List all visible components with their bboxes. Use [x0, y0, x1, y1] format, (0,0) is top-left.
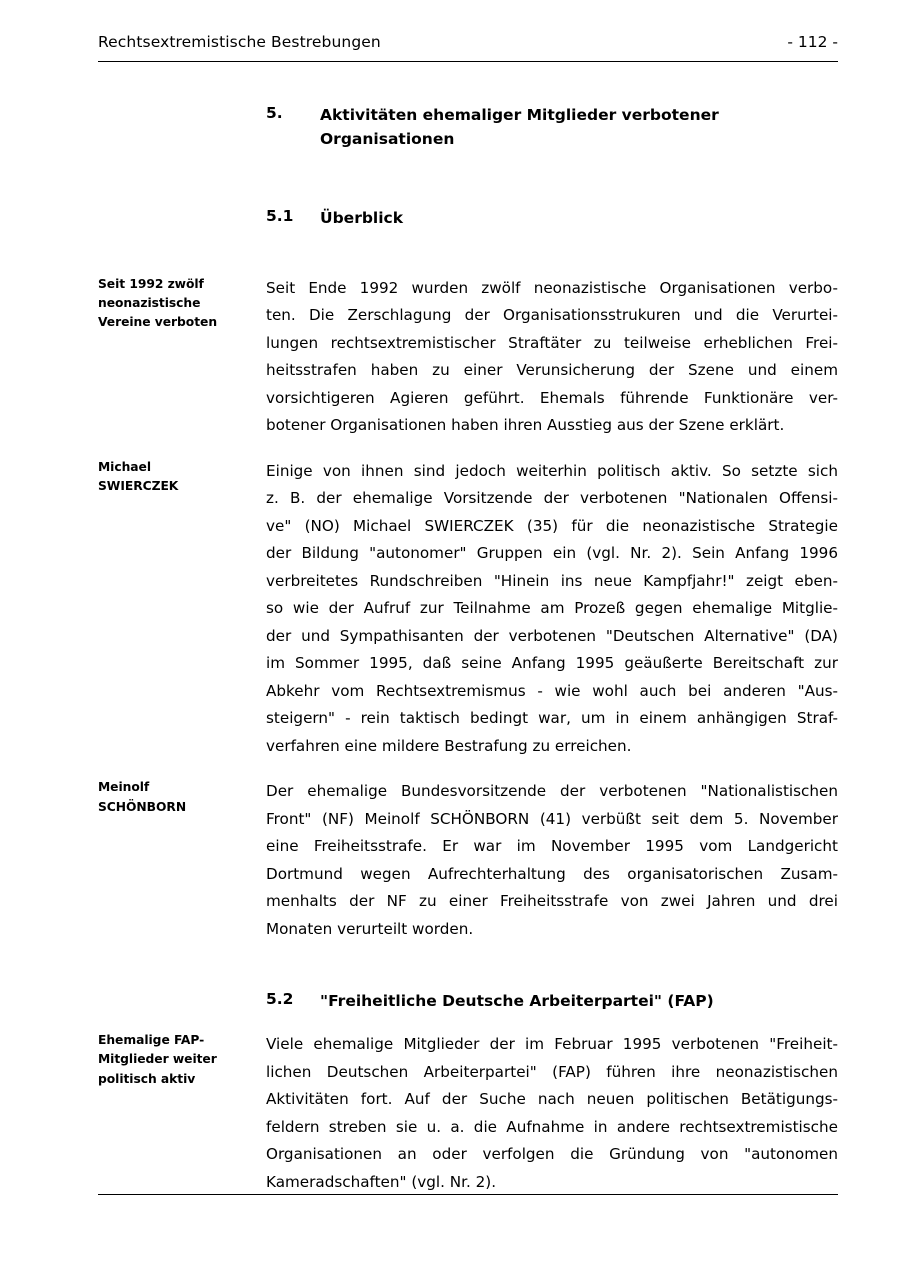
margin-note-3-line2: SCHÖNBORN: [98, 799, 187, 814]
margin-note-3-line1: Meinolf: [98, 780, 150, 795]
page-content: [98, 104, 838, 1196]
paragraph-2: [266, 458, 838, 761]
margin-note-1-text: [98, 275, 258, 333]
paragraph-2-line: verbreitetes Rundschreiben "Hinein ins neue Kampfjahr!" zeigt eben-: [266, 571, 838, 590]
heading-section-5-title: [320, 104, 719, 151]
margin-note-4-line1: Ehemalige FAP-: [98, 1033, 205, 1048]
heading-section-5: [266, 104, 838, 151]
paragraph-2-line: der und Sympathisanten der verbotenen "Deutschen Alternative" (DA): [266, 626, 838, 645]
paragraph-4-line: feldern streben sie u. a. die Aufnahme in andere rechtsextremistische: [266, 1117, 838, 1136]
body-column-1: [266, 275, 838, 440]
margin-note-2-line2: SWIERCZEK: [98, 479, 179, 494]
content-block-2: [98, 458, 838, 761]
paragraph-4: [266, 1031, 838, 1196]
content-block-1: [98, 275, 838, 440]
header-title: Rechtsextremistische Bestrebungen: [98, 33, 381, 51]
heading-section-5-2: [266, 990, 838, 1014]
paragraph-3-line: Monaten verurteilt worden.: [266, 919, 474, 938]
paragraph-4-line: Kameradschaften" (vgl. Nr. 2).: [266, 1172, 497, 1191]
margin-note-4: [98, 1031, 266, 1089]
paragraph-1-line: lungen rechtsextremistischer Straftäter zu teilweise erheblichen Frei-: [266, 333, 838, 352]
margin-note-2-text: [98, 458, 258, 497]
paragraph-2-line: so wie der Aufruf zur Teilnahme am Prozeß gegen ehemalige Mitglie-: [266, 599, 838, 618]
body-column-3: [266, 778, 838, 943]
header-rule: [98, 61, 838, 62]
paragraph-2-line: z. B. der ehemalige Vorsitzende der verbotenen "Nationalen Offensi-: [266, 489, 838, 508]
paragraph-2-line: Abkehr vom Rechtsextremismus - wie wohl auch bei anderen "Aus-: [266, 681, 838, 700]
paragraph-2-line: der Bildung "autonomer" Gruppen ein (vgl. Nr. 2). Sein Anfang 1996: [266, 544, 838, 563]
paragraph-2-line: steigern" - rein taktisch bedingt war, um in einem anhängigen Straf-: [266, 709, 838, 728]
heading-section-5-number: 5.: [266, 104, 283, 122]
paragraph-3-line: Dortmund wegen Aufrechterhaltung des organisatorischen Zusam-: [266, 864, 838, 883]
paragraph-4-line: Organisationen an oder verfolgen die Gründung von "autonomen: [266, 1145, 838, 1164]
margin-note-2-line1: Michael: [98, 459, 151, 474]
margin-note-3-text: [98, 778, 258, 817]
margin-note-3: [98, 778, 266, 817]
margin-note-1-line3: Vereine verboten: [98, 315, 218, 330]
heading-section-5-1-number: 5.1: [266, 207, 294, 226]
content-block-4: [98, 1031, 838, 1196]
margin-note-1-line1: Seit 1992 zwölf: [98, 276, 204, 291]
paragraph-2-line: Einige von ihnen sind jedoch weiterhin politisch aktiv. So setzte sich: [266, 461, 838, 480]
paragraph-3-line: Front" (NF) Meinolf SCHÖNBORN (41) verbüßt seit dem 5. November: [266, 809, 838, 828]
margin-note-4-line3: politisch aktiv: [98, 1071, 196, 1086]
header-page-number: - 112 -: [787, 33, 838, 51]
paragraph-1-line: Seit Ende 1992 wurden zwölf neonazistische Organisationen verbo-: [266, 278, 838, 297]
running-header: [98, 33, 838, 51]
body-column-4: [266, 1031, 838, 1196]
margin-note-4-line2: Mitglieder weiter: [98, 1052, 217, 1067]
paragraph-1: [266, 275, 838, 440]
paragraph-4-line: Aktivitäten fort. Auf der Suche nach neuen politischen Betätigungs-: [266, 1090, 838, 1109]
paragraph-1-line: vorsichtigeren Agieren geführt. Ehemals führende Funktionäre ver-: [266, 388, 838, 407]
paragraph-1-line: heitsstrafen haben zu einer Verunsicherung der Szene und einem: [266, 361, 838, 380]
paragraph-2-line: ve" (NO) Michael SWIERCZEK (35) für die neonazistische Strategie: [266, 516, 838, 535]
heading-section-5-1-title: Überblick: [320, 209, 404, 228]
content-block-3: [98, 778, 838, 943]
paragraph-3: [266, 778, 838, 943]
heading-section-5-2-title: "Freiheitliche Deutsche Arbeiterpartei" (FAP): [320, 991, 714, 1010]
footer-rule: [98, 1194, 838, 1195]
paragraph-2-line: im Sommer 1995, daß seine Anfang 1995 geäußerte Bereitschaft zur: [266, 654, 838, 673]
paragraph-1-line: botener Organisationen haben ihren Ausstieg aus der Szene erklärt.: [266, 416, 785, 435]
heading-section-5-title-line1: Aktivitäten ehemaliger Mitglieder verbotener: [320, 106, 719, 124]
paragraph-1-line: ten. Die Zerschlagung der Organisationsstrukuren und die Verurtei-: [266, 306, 838, 325]
paragraph-3-line: Der ehemalige Bundesvorsitzende der verbotenen "Nationalistischen: [266, 782, 838, 801]
margin-note-1-line2: neonazistische: [98, 296, 201, 311]
paragraph-4-line: lichen Deutschen Arbeiterpartei" (FAP) führen ihre neonazistischen: [266, 1062, 838, 1081]
margin-note-2: [98, 458, 266, 497]
paragraph-3-line: menhalts der NF zu einer Freiheitsstrafe von zwei Jahren und drei: [266, 892, 838, 911]
heading-section-5-title-line2: Organisationen: [320, 129, 455, 148]
heading-section-5-2-number: 5.2: [266, 989, 294, 1008]
margin-note-4-text: [98, 1031, 258, 1089]
body-column-2: [266, 458, 838, 761]
paragraph-4-line: Viele ehemalige Mitglieder der im Februar 1995 verbotenen "Freiheit-: [266, 1035, 838, 1054]
margin-note-1: [98, 275, 266, 333]
heading-section-5-1: [266, 207, 838, 231]
paragraph-2-line: verfahren eine mildere Bestrafung zu erreichen.: [266, 736, 632, 755]
paragraph-3-line: eine Freiheitsstrafe. Er war im November 1995 vom Landgericht: [266, 837, 838, 856]
